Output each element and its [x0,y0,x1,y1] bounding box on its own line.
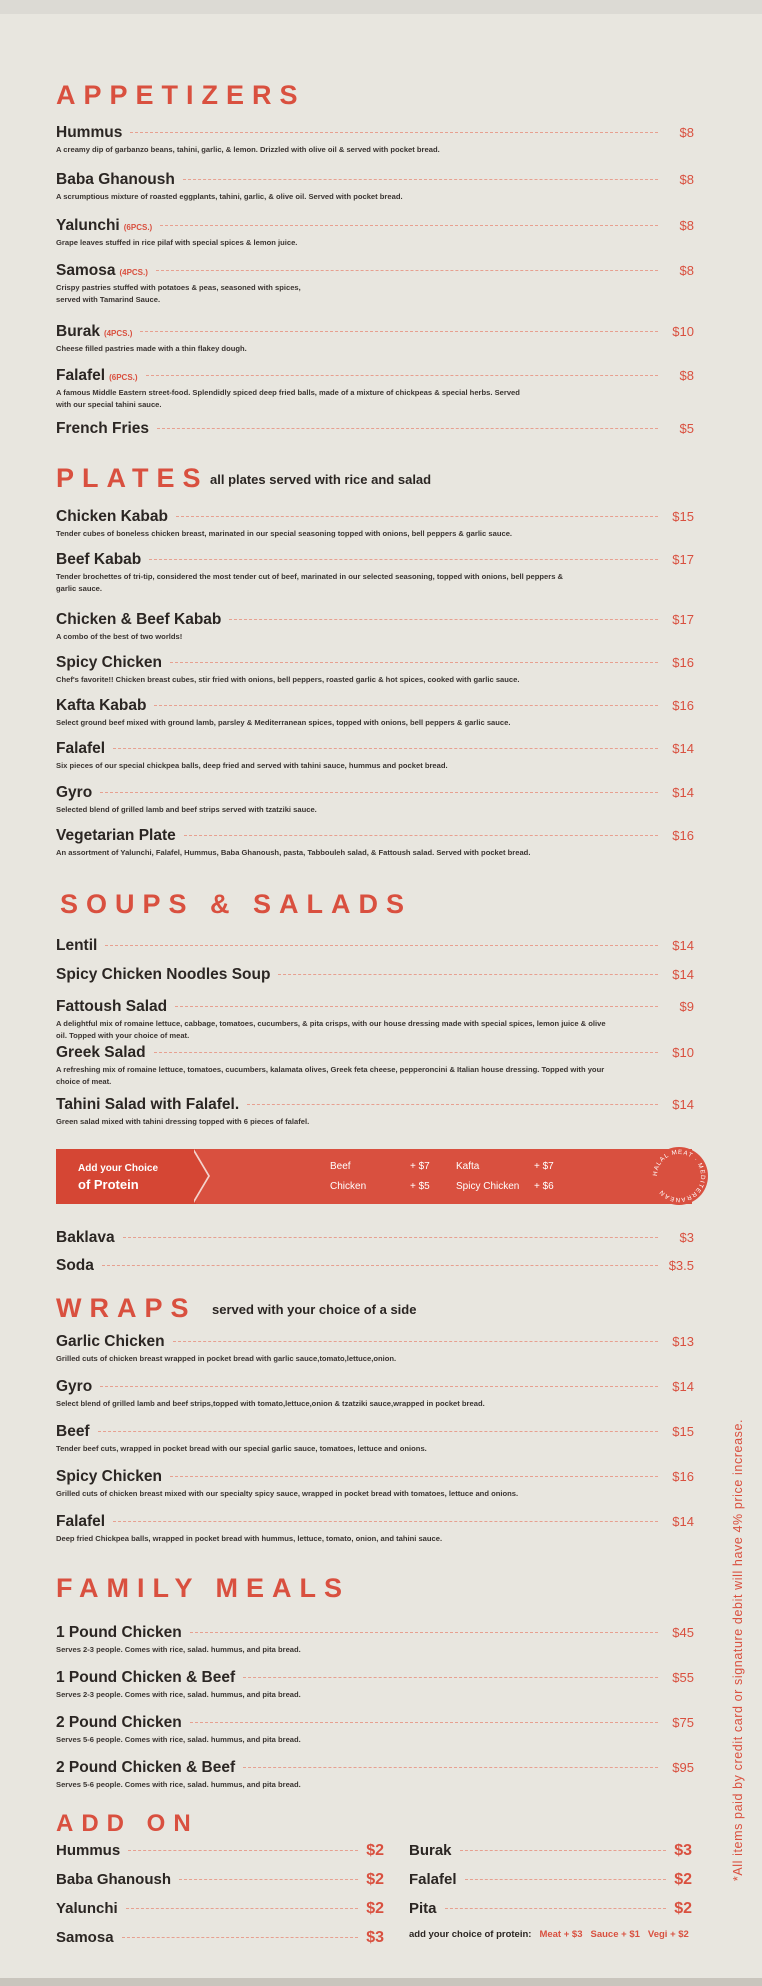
leader-dots [445,1908,667,1909]
menu-item [56,697,694,729]
item-name: Yalunchi [56,217,120,234]
item-price: $10 [672,324,694,339]
leader-dots [179,1879,358,1880]
item-name: Spicy Chicken [56,654,162,671]
menu-item [56,1468,694,1500]
item-description: Deep fried Chickpea balls, wrapped in pocket bread with hummus, lettuce, tomato, onion, and tahini sauce. [56,1534,443,1543]
item-name: Falafel [56,740,106,757]
menu-item [56,171,694,203]
protein-option-price: + $7 [534,1161,554,1172]
item-description: Crispy pastries stuffed with potatoes & peas, seasoned with spices, served with Tamarind Sauce. [56,283,301,304]
item-quantity: (6PCS.) [109,373,138,382]
protein-option-name: Beef [330,1161,351,1172]
seal-text: HALAL MEAT · MEDITERRANEAN [651,1148,707,1204]
item-price: $16 [672,1469,694,1484]
family-meals-title: FAMILY MEALS [56,1573,351,1603]
menu-item [56,124,694,156]
menu-item [56,1378,694,1410]
item-price: $8 [679,263,694,278]
leader-dots [170,1476,658,1477]
item-name: Garlic Chicken [56,1333,165,1350]
item-description: An assortment of Yalunchi, Falafel, Hummus, Baba Ghanoush, pasta, Tabbouleh salad, & Fattoush salad. Served with pocket bread. [56,848,531,857]
item-description: A delightful mix of romaine lettuce, cabbage, tomatoes, cucumbers, & pita crisps, with our house dressing made with special spices, lemon juice & olive oil. Topped with your choice of meat. [56,1019,606,1040]
item-description: A famous Middle Eastern street-food. Splendidly spiced deep fried balls, made of a mixture of chickpeas & special herbs. Served with our special tahini sauce. [56,388,520,409]
leader-dots [102,1265,658,1266]
menu-item [56,654,694,686]
add-on-name: Yalunchi [56,1900,118,1917]
item-price: $75 [672,1715,694,1730]
add-on-name: Baba Ghanoush [56,1871,172,1888]
item-name: Baba Ghanoush [56,171,175,188]
leader-dots [128,1850,358,1851]
item-price: $8 [679,172,694,187]
add-on-price: $2 [674,1900,692,1917]
protein-option-price: + $7 [410,1161,430,1172]
item-name: 2 Pound Chicken [56,1714,182,1731]
menu-item [56,740,694,772]
item-description: Tender brochettes of tri-tip, considered the most tender cut of beef, marinated in our selected seasoning, topped with onions, bell peppers & garlic sauce. [56,572,564,593]
item-price: $13 [672,1334,694,1349]
item-price: $17 [672,612,694,627]
leader-dots [100,792,658,793]
item-price: $16 [672,698,694,713]
leader-dots [160,225,658,226]
menu-item [56,367,694,411]
leader-dots [140,331,658,332]
item-price: $3.5 [668,1258,694,1273]
menu-item [56,420,694,438]
leader-dots [113,748,658,749]
item-description: Selected blend of grilled lamb and beef strips served with tzatziki sauce. [56,805,317,814]
add-on-item [409,1842,692,1871]
add-on-item [409,1900,692,1929]
leader-dots [154,1052,658,1053]
leader-dots [123,1237,658,1238]
item-name: Greek Salad [56,1044,146,1061]
banner-line-2: of Protein [78,1177,139,1192]
menu-item [56,1714,694,1746]
leader-dots [170,662,658,663]
menu-item [56,551,694,595]
add-on-item [409,1871,692,1900]
leader-dots [184,835,658,836]
item-name: Beef [56,1423,90,1440]
item-price: $5 [679,421,694,436]
leader-dots [190,1722,658,1723]
item-price: $8 [679,368,694,383]
item-name: Vegetarian Plate [56,827,176,844]
appetizers-title: APPETIZERS [56,80,306,110]
item-description: Grilled cuts of chicken breast mixed with our specialty spicy sauce, wrapped in pocket bread with tomatoes, lettuce and onions. [56,1489,519,1498]
leader-dots [98,1431,658,1432]
item-description: Serves 5-6 people. Comes with rice, salad. hummus, and pita bread. [56,1735,301,1744]
add-on-item [56,1900,384,1929]
wraps-note: served with your choice of a side [212,1302,417,1317]
protein-option-price: + $5 [410,1181,430,1192]
add-on-list-right [409,1842,692,1958]
item-name: Gyro [56,784,93,801]
item-price: $45 [672,1625,694,1640]
menu-item [56,611,694,643]
leader-dots [190,1632,658,1633]
leader-dots [105,945,658,946]
leader-dots [247,1104,658,1105]
menu-item [56,1044,694,1088]
add-on-price: $2 [366,1900,384,1917]
wraps-title: WRAPS [56,1293,197,1323]
item-price: $15 [672,1424,694,1439]
item-description: A combo of the best of two worlds! [56,632,183,641]
banner-line-1: Add your Choice [78,1163,159,1174]
protein-choice-banner [56,1148,707,1204]
add-on-name: Falafel [409,1871,457,1888]
item-quantity: (6PCS.) [123,223,153,232]
menu-item [56,1759,694,1791]
leader-dots [243,1677,658,1678]
item-name: French Fries [56,420,150,437]
menu-item [56,1624,694,1656]
leader-dots [465,1879,667,1880]
add-on-price: $3 [366,1929,384,1946]
item-name: Chicken & Beef Kabab [56,611,222,628]
item-name: Kafta Kabab [56,697,147,714]
leader-dots [173,1341,658,1342]
leader-dots [154,705,658,706]
menu-item [56,217,694,249]
item-description: Chef's favorite!! Chicken breast cubes, stir fried with onions, bell peppers, roasted garlic & hot spices, cooked with garlic sauce. [56,675,520,684]
item-name: Soda [56,1257,94,1274]
item-description: Tender beef cuts, wrapped in pocket bread with our special garlic sauce, tomatoes, lettuce and onions. [56,1444,427,1453]
item-name: Gyro [56,1378,93,1395]
leader-dots [130,132,658,133]
leader-dots [176,516,658,517]
add-on-item [56,1871,384,1900]
add-on-list-left [56,1842,384,1958]
item-price: $14 [672,741,694,756]
add-on-price: $2 [366,1842,384,1859]
item-name: Burak [56,323,100,340]
item-price: $14 [672,1514,694,1529]
add-on-item [56,1929,384,1958]
item-description: Cheese filled pastries made with a thin flakey dough. [56,344,247,353]
item-name: Falafel [56,1513,106,1530]
item-price: $14 [672,1097,694,1112]
leader-dots [460,1850,667,1851]
menu-item [56,827,694,859]
leader-dots [229,619,658,620]
menu-item [56,1669,694,1701]
menu-item [56,998,694,1042]
leader-dots [175,1006,658,1007]
item-price: $16 [672,655,694,670]
menu-item [56,323,694,355]
item-description: A scrumptious mixture of roasted eggplants, tahini, garlic, & olive oil. Served with pocket bread. [56,192,403,201]
add-on-item [56,1842,384,1871]
item-name: Spicy Chicken [56,1468,162,1485]
add-protein-option: Meat + $3 [539,1929,583,1940]
menu-item [56,937,694,955]
item-price: $55 [672,1670,694,1685]
item-price: $95 [672,1760,694,1775]
banner-arrow-point [192,1149,208,1203]
leader-dots [126,1908,359,1909]
add-on-name: Burak [409,1842,452,1859]
protein-option-name: Chicken [330,1181,367,1192]
add-on-name: Pita [409,1900,437,1917]
item-name: Falafel [56,367,106,384]
item-description: Select blend of grilled lamb and beef strips,topped with tomato,lettuce,onion & tzatziki sauce,wrapped in pocket bread. [56,1399,485,1408]
leader-dots [157,428,658,429]
item-quantity: (4PCS.) [103,329,133,338]
add-on-price: $2 [674,1871,692,1888]
item-price: $17 [672,552,694,567]
leader-dots [183,179,658,180]
menu-item [56,262,694,306]
protein-option-name: Kafta [456,1161,480,1172]
item-description: Six pieces of our special chickpea balls, deep fried and served with tahini sauce, hummus and pocket bread. [56,761,448,770]
soups-salads-title: SOUPS & SALADS [60,889,413,919]
add-protein-line [409,1929,692,1958]
item-description: A refreshing mix of romaine lettuce, tomatoes, cucumbers, kalamata olives, Greek feta cheese, pepperoncini & Italian house dressing. Topped with your choice of meat. [56,1065,605,1086]
item-name: Baklava [56,1229,115,1246]
item-quantity: (4PCS.) [119,268,148,277]
item-price: $14 [672,967,694,982]
item-name: Tahini Salad with Falafel. [56,1096,240,1113]
item-name: 1 Pound Chicken [56,1624,182,1641]
leader-dots [278,974,658,975]
item-price: $14 [672,1379,694,1394]
item-name: Hummus [56,124,123,141]
item-price: $3 [679,1230,694,1245]
leader-dots [122,1937,359,1938]
item-price: $10 [672,1045,694,1060]
item-description: Serves 2-3 people. Comes with rice, salad. hummus, and pita bread. [56,1645,301,1654]
plates-title: PLATES [56,463,209,493]
item-name: Lentil [56,937,98,954]
item-description: Green salad mixed with tahini dressing topped with 6 pieces of falafel. [56,1117,310,1126]
menu-item [56,1333,694,1365]
halal-meat-seal [648,1145,710,1207]
protein-option-name: Spicy Chicken [456,1181,520,1192]
item-price: $16 [672,828,694,843]
leader-dots [156,270,658,271]
add-on-title: ADD ON [56,1810,199,1837]
leader-dots [243,1767,658,1768]
item-price: $14 [672,785,694,800]
item-price: $8 [679,125,694,140]
add-on-name: Hummus [56,1842,121,1859]
item-price: $15 [672,509,694,524]
add-protein-option: Vegi + $2 [647,1929,689,1940]
menu-item [56,1229,694,1247]
item-price: $14 [672,938,694,953]
menu-item [56,1257,694,1275]
item-name: Samosa [56,262,116,279]
item-description: A creamy dip of garbanzo beans, tahini, garlic, & lemon. Drizzled with olive oil & served with pocket bread. [56,145,440,154]
item-description: Serves 5-6 people. Comes with rice, salad. hummus, and pita bread. [56,1780,301,1789]
item-description: Tender cubes of boneless chicken breast, marinated in our special seasoning topped with onions, bell peppers & garlic sauce. [56,529,513,538]
item-description: Grilled cuts of chicken breast wrapped in pocket bread with garlic sauce,tomato,lettuce,onion. [56,1354,397,1363]
surcharge-note: *All items paid by credit card or signature debit will have 4% price increase. [731,1418,745,1882]
item-name: 1 Pound Chicken & Beef [56,1669,236,1686]
menu-item [56,1096,694,1128]
item-name: Chicken Kabab [56,508,168,525]
menu-item [56,966,694,984]
add-on-price: $2 [366,1871,384,1888]
item-description: Serves 2-3 people. Comes with rice, salad. hummus, and pita bread. [56,1690,301,1699]
leader-dots [113,1521,658,1522]
item-price: $8 [679,218,694,233]
plates-note: all plates served with rice and salad [210,472,432,487]
item-price: $9 [679,999,694,1014]
menu-item [56,1513,694,1545]
leader-dots [100,1386,658,1387]
item-name: Spicy Chicken Noodles Soup [56,966,271,983]
add-protein-label: add your choice of protein: [409,1929,532,1940]
leader-dots [146,375,658,376]
leader-dots [149,559,658,560]
item-name: Fattoush Salad [56,998,168,1015]
bottom-edge [0,1978,762,1986]
menu-item [56,784,694,816]
menu-item [56,508,694,540]
add-on-price: $3 [674,1842,692,1859]
item-description: Select ground beef mixed with ground lamb, parsley & Mediterranean spices, topped with onions, bell peppers & garlic sauce. [56,718,511,727]
add-protein-option: Sauce + $1 [590,1929,640,1940]
item-name: 2 Pound Chicken & Beef [56,1759,236,1776]
item-name: Beef Kabab [56,551,142,568]
item-description: Grape leaves stuffed in rice pilaf with special spices & lemon juice. [56,238,298,247]
protein-option-price: + $6 [534,1181,554,1192]
top-edge [0,0,762,14]
menu-item [56,1423,694,1455]
add-on-name: Samosa [56,1929,114,1946]
